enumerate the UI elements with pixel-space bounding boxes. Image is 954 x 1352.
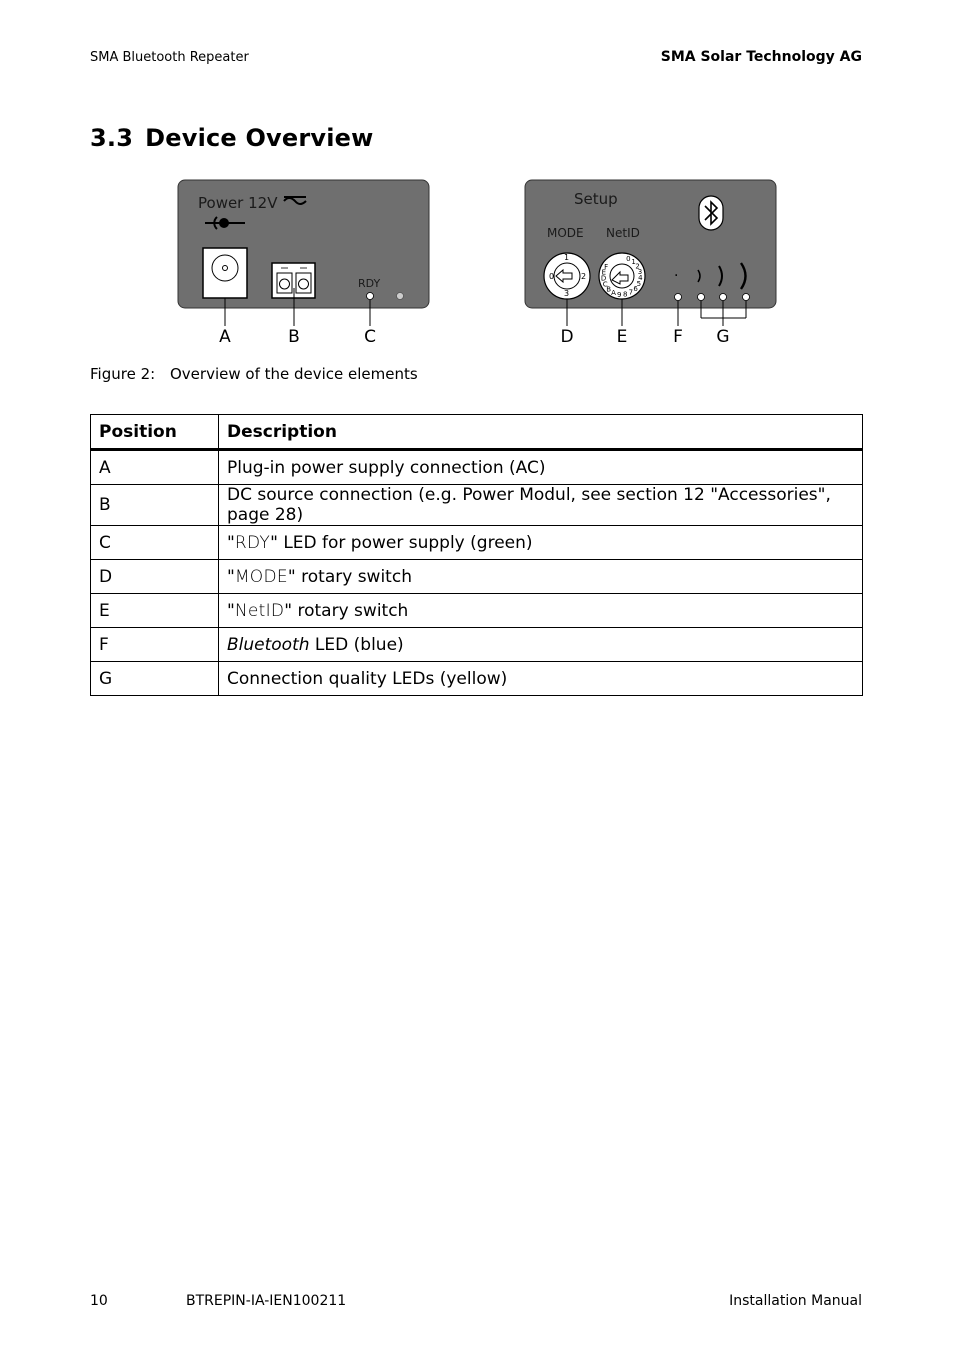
section-heading <box>90 124 374 152</box>
setup-label: Setup <box>574 190 618 208</box>
quality-led <box>743 294 750 301</box>
netid-rotary-switch <box>599 253 645 299</box>
term-netid: NetID <box>234 600 285 621</box>
netid-digit: C <box>602 280 608 289</box>
quote-open: " <box>227 532 235 553</box>
position-description-table <box>90 414 863 696</box>
netid-digit: A <box>611 288 616 297</box>
netid-digit: 8 <box>622 290 628 299</box>
header-company-name: SMA Solar Technology AG <box>660 49 862 65</box>
table-row <box>91 594 863 628</box>
mode-digit: 3 <box>564 289 570 298</box>
header-position: Position <box>91 415 219 450</box>
description-cell: DC source connection (e.g. Power Modul, see section 12 "Accessories", page 28) <box>219 485 863 526</box>
description-cell: Plug-in power supply connection (AC) <box>219 450 863 485</box>
netid-digit: 5 <box>636 280 642 288</box>
description-text: LED (blue) <box>309 634 404 655</box>
term-bluetooth: Bluetooth <box>227 634 310 655</box>
table-row <box>91 662 863 696</box>
callout-c: C <box>364 327 376 347</box>
power-label: Power 12V <box>198 194 278 212</box>
netid-digit: 3 <box>637 268 643 277</box>
netid-digit: 1 <box>631 258 636 267</box>
position-cell: F <box>91 628 219 662</box>
figure-caption <box>90 365 418 383</box>
position-cell: E <box>91 594 219 628</box>
callout-a: A <box>219 327 231 347</box>
callout-b: B <box>288 327 300 347</box>
netid-digit: 0 <box>626 255 631 264</box>
netid-digit: 6 <box>633 285 638 293</box>
quality-led <box>720 294 727 301</box>
quote-open: " <box>227 600 235 621</box>
power-jack <box>203 248 247 298</box>
quote-open: " <box>227 566 235 587</box>
netid-digit: D <box>600 274 607 283</box>
screw-hole <box>397 293 404 300</box>
section-number: 3.3 <box>90 124 134 152</box>
description-text: " rotary switch <box>284 600 409 621</box>
position-cell: G <box>91 662 219 696</box>
table-header-row <box>91 415 863 450</box>
quality-led <box>698 294 705 301</box>
position-cell: D <box>91 560 219 594</box>
bluetooth-icon <box>699 196 723 230</box>
footer-document-type: Installation Manual <box>729 1293 862 1309</box>
netid-digit: 7 <box>628 288 634 297</box>
mode-digit: 0 <box>549 272 555 281</box>
netid-digit: F <box>604 262 609 271</box>
rdy-led <box>367 293 374 300</box>
figure-caption-text: Overview of the device elements <box>170 365 418 383</box>
description-cell <box>219 628 863 662</box>
right-device-panel <box>525 180 776 308</box>
position-cell: B <box>91 485 219 526</box>
description-cell <box>219 526 863 560</box>
mode-label: MODE <box>547 226 584 240</box>
position-cell: A <box>91 450 219 485</box>
callout-letters <box>219 327 729 347</box>
rdy-label: RDY <box>358 277 381 290</box>
callout-d: D <box>560 327 574 347</box>
position-cell: C <box>91 526 219 560</box>
bluetooth-led <box>675 294 682 301</box>
netid-digit: B <box>606 285 612 294</box>
mode-digit: 2 <box>581 272 587 281</box>
section-title: Device Overview <box>145 124 374 152</box>
table-row <box>91 485 863 526</box>
description-text: " LED for power supply (green) <box>270 532 533 553</box>
callout-e: E <box>616 327 628 347</box>
header-document-title: SMA Bluetooth Repeater <box>90 50 249 65</box>
figure-number: Figure 2: <box>90 365 156 383</box>
table-row <box>91 628 863 662</box>
netid-digit: 2 <box>635 262 640 271</box>
description-cell <box>219 560 863 594</box>
callout-g: G <box>716 327 730 347</box>
footer-page-number: 10 <box>90 1293 108 1309</box>
mode-rotary-switch <box>544 253 590 299</box>
left-device-panel <box>178 180 429 308</box>
term-rdy: RDY <box>234 532 271 553</box>
footer-document-code: BTREPIN-IA-IEN100211 <box>186 1293 347 1309</box>
callout-f: F <box>673 327 683 347</box>
description-cell: Connection quality LEDs (yellow) <box>219 662 863 696</box>
description-text: " rotary switch <box>287 566 412 587</box>
header-description: Description <box>219 415 863 450</box>
mode-digit: 1 <box>564 253 570 262</box>
bluetooth-led-marker: · <box>674 268 679 284</box>
term-mode: MODE <box>234 566 288 587</box>
device-overview-figure <box>0 170 954 355</box>
table-row <box>91 526 863 560</box>
netid-digit: E <box>601 268 607 277</box>
netid-label: NetID <box>606 226 640 240</box>
table-row <box>91 450 863 485</box>
netid-digit: 4 <box>638 274 643 283</box>
netid-digit: 9 <box>616 290 622 299</box>
table-row <box>91 560 863 594</box>
description-cell <box>219 594 863 628</box>
